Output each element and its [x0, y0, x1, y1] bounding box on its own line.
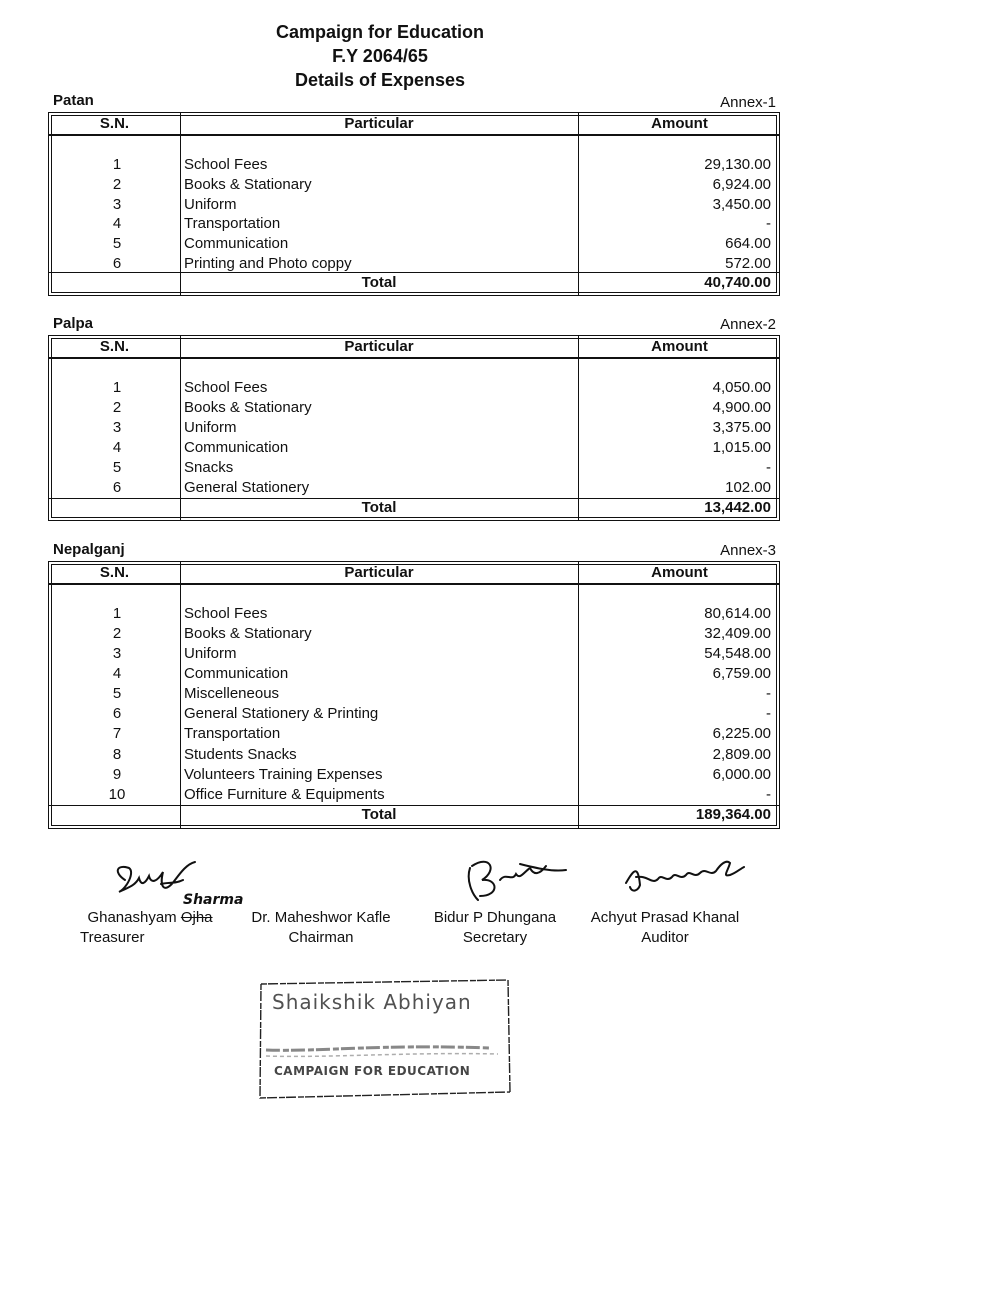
- table-row: [49, 254, 781, 274]
- table-row: [49, 664, 781, 684]
- section-header-palpa: [53, 315, 778, 333]
- row-amount: 3,375.00: [712, 419, 771, 436]
- row-amount: 664.00: [725, 235, 771, 252]
- row-particular: Books & Stationary: [184, 625, 312, 642]
- row-sn: 7: [112, 725, 122, 742]
- table-row: [49, 175, 781, 195]
- section-annex: Annex-2: [720, 316, 776, 333]
- row-sn: 2: [112, 625, 122, 642]
- row-particular: Books & Stationary: [184, 176, 312, 193]
- signature-secretary-icon: [460, 850, 570, 910]
- total-row: [49, 498, 781, 518]
- row-particular: Communication: [184, 665, 289, 682]
- row-amount: 32,409.00: [704, 625, 771, 642]
- row-amount: 1,015.00: [712, 439, 771, 456]
- column-header-amount: Amount: [651, 115, 708, 132]
- total-row: [49, 273, 781, 293]
- column-header-sn: S.N.: [99, 338, 130, 355]
- row-particular: Printing and Photo coppy: [184, 255, 352, 272]
- row-amount: 6,924.00: [712, 176, 771, 193]
- row-particular: Communication: [184, 235, 289, 252]
- table-row: [49, 624, 781, 644]
- row-sn: 4: [112, 439, 122, 456]
- signature-auditor-icon: [618, 855, 748, 903]
- signatory-secretary: [420, 908, 570, 948]
- row-particular: Students Snacks: [184, 746, 297, 763]
- row-particular: Uniform: [184, 196, 237, 213]
- row-particular: Books & Stationary: [184, 399, 312, 416]
- signatory-name: Dr. Maheshwor Kafle: [251, 909, 391, 926]
- signatory-auditor: [575, 908, 755, 948]
- column-header-amount: Amount: [651, 338, 708, 355]
- section-location: Patan: [53, 92, 94, 109]
- row-particular: School Fees: [184, 156, 268, 173]
- row-particular: Miscelleneous: [184, 685, 280, 702]
- row-sn: 1: [112, 156, 122, 173]
- total-amount: 13,442.00: [704, 499, 771, 516]
- document-title: Campaign for Education: [275, 22, 484, 42]
- row-amount: 29,130.00: [704, 156, 771, 173]
- table-row: [49, 724, 781, 744]
- row-sn: 5: [112, 685, 122, 702]
- row-amount: 3,450.00: [712, 196, 771, 213]
- table-row: [49, 458, 781, 478]
- expense-table-patan: [48, 112, 780, 296]
- table-row: [49, 438, 781, 458]
- row-particular: Snacks: [184, 459, 234, 476]
- expense-table-nepalganj: [48, 561, 780, 829]
- row-particular: Transportation: [184, 215, 281, 232]
- row-amount: -: [766, 215, 771, 232]
- table-row: [49, 478, 781, 498]
- section-location: Palpa: [53, 315, 94, 332]
- row-amount: 2,809.00: [712, 746, 771, 763]
- signatory-role: Auditor: [641, 929, 689, 946]
- table-row: [49, 398, 781, 418]
- table-row: [49, 418, 781, 438]
- document-header: [180, 20, 580, 92]
- row-amount: -: [766, 459, 771, 476]
- handwritten-correction: Sharma: [183, 892, 244, 908]
- table-row: [49, 785, 781, 805]
- row-sn: 1: [112, 605, 122, 622]
- total-row: [49, 805, 781, 825]
- section-header-nepalganj: [53, 541, 778, 559]
- signatory-name: Achyut Prasad Khanal: [590, 909, 740, 926]
- signatory-treasurer: [80, 908, 220, 948]
- row-sn: 8: [112, 746, 122, 763]
- row-sn: 6: [112, 479, 122, 496]
- row-sn: 5: [112, 459, 122, 476]
- table-row: [49, 604, 781, 624]
- table-row: [49, 765, 781, 785]
- row-particular: Uniform: [184, 419, 237, 436]
- row-amount: 4,050.00: [712, 379, 771, 396]
- table-row: [49, 155, 781, 175]
- stamp-line-1: Shaikshik Abhiyan: [272, 990, 472, 1014]
- row-sn: 3: [112, 645, 122, 662]
- row-sn: 2: [112, 176, 122, 193]
- table-row: [49, 378, 781, 398]
- row-particular: Communication: [184, 439, 289, 456]
- section-header-patan: [53, 92, 778, 110]
- row-sn: 4: [112, 215, 122, 232]
- signatory-name: Bidur P Dhungana: [433, 909, 557, 926]
- row-particular: Office Furniture & Equipments: [184, 786, 385, 803]
- row-amount: 6,000.00: [712, 766, 771, 783]
- signatory-role: Treasurer: [80, 929, 145, 946]
- row-sn: 5: [112, 235, 122, 252]
- signatory-role: Chairman: [288, 929, 354, 946]
- total-label: Total: [361, 274, 397, 291]
- row-sn: 3: [112, 419, 122, 436]
- section-location: Nepalganj: [53, 541, 125, 558]
- row-amount: -: [766, 685, 771, 702]
- table-row: [49, 195, 781, 215]
- row-particular: Transportation: [184, 725, 281, 742]
- column-header-amount: Amount: [651, 564, 708, 581]
- row-sn: 1: [112, 379, 122, 396]
- row-particular: School Fees: [184, 379, 268, 396]
- row-sn: 9: [112, 766, 122, 783]
- row-particular: General Stationery & Printing: [184, 705, 379, 722]
- total-label: Total: [361, 806, 397, 823]
- row-particular: School Fees: [184, 605, 268, 622]
- table-row: [49, 214, 781, 234]
- table-row: [49, 704, 781, 724]
- row-sn: 10: [108, 786, 126, 803]
- section-annex: Annex-1: [720, 94, 776, 111]
- column-header-particular: Particular: [344, 338, 414, 355]
- signatory-chairman: [236, 908, 406, 948]
- row-particular: General Stationery: [184, 479, 310, 496]
- signatory-name: Ghanashyam Ojha: [87, 909, 213, 926]
- row-sn: 6: [112, 255, 122, 272]
- row-sn: 4: [112, 665, 122, 682]
- row-amount: 102.00: [725, 479, 771, 496]
- column-header-particular: Particular: [344, 115, 414, 132]
- row-amount: 4,900.00: [712, 399, 771, 416]
- row-particular: Uniform: [184, 645, 237, 662]
- row-amount: 6,225.00: [712, 725, 771, 742]
- struck-surname: Ojha: [180, 909, 213, 926]
- section-annex: Annex-3: [720, 542, 776, 559]
- table-row: [49, 745, 781, 765]
- document-subtitle: Details of Expenses: [294, 70, 466, 90]
- table-row: [49, 234, 781, 254]
- row-amount: 572.00: [725, 255, 771, 272]
- row-amount: 6,759.00: [712, 665, 771, 682]
- table-row: [49, 644, 781, 664]
- fiscal-year: F.Y 2064/65: [332, 46, 428, 66]
- row-sn: 3: [112, 196, 122, 213]
- column-header-particular: Particular: [344, 564, 414, 581]
- row-amount: 54,548.00: [704, 645, 771, 662]
- column-header-sn: S.N.: [99, 115, 130, 132]
- row-sn: 6: [112, 705, 122, 722]
- row-amount: -: [766, 786, 771, 803]
- signatory-role: Secretary: [462, 929, 528, 946]
- total-amount: 189,364.00: [695, 806, 771, 823]
- total-label: Total: [361, 499, 397, 516]
- organization-stamp: [258, 978, 512, 1100]
- table-row: [49, 684, 781, 704]
- row-particular: Volunteers Training Expenses: [184, 766, 383, 783]
- row-sn: 2: [112, 399, 122, 416]
- stamp-line-2: CAMPAIGN FOR EDUCATION: [274, 1064, 471, 1078]
- row-amount: 80,614.00: [704, 605, 771, 622]
- row-amount: -: [766, 705, 771, 722]
- expense-table-palpa: [48, 335, 780, 521]
- column-header-sn: S.N.: [99, 564, 130, 581]
- total-amount: 40,740.00: [704, 274, 771, 291]
